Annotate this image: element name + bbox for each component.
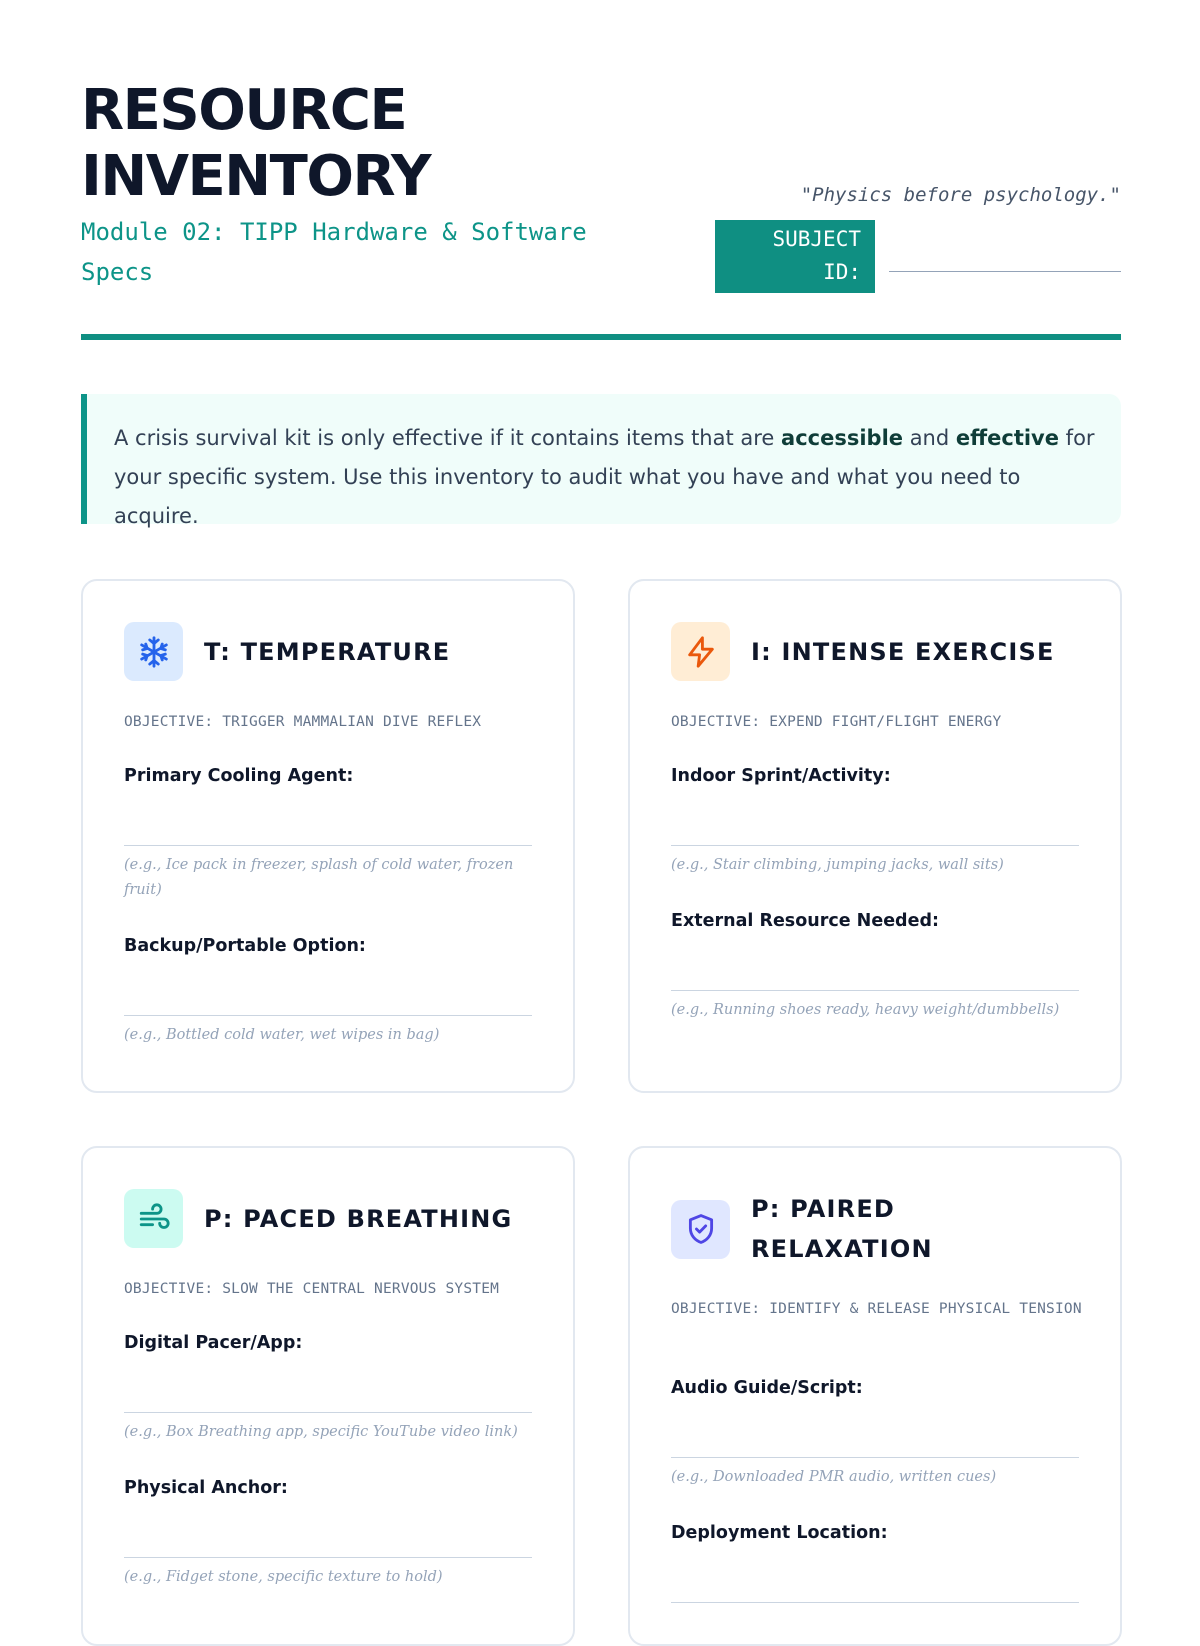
intro-text-end: for your specific system. Use this inventory to audit what you have and what you need to acquire.: [114, 426, 1095, 528]
title-line-1: RESOURCE: [81, 78, 407, 143]
field-label: External Resource Needed:: [671, 911, 939, 931]
intro-bold-effective: effective: [955, 426, 1059, 450]
subject-id-field[interactable]: [889, 271, 1121, 272]
field-hint: (e.g., Box Breathing app, specific YouTube video link): [124, 1424, 518, 1440]
intro-callout: [81, 394, 1121, 528]
field-hint: (e.g., Stair climbing, jumping jacks, wall sits): [671, 857, 1004, 873]
card-title: I: INTENSE EXERCISE: [751, 637, 1055, 666]
field-input-line[interactable]: [671, 990, 1079, 991]
card-title: T: TEMPERATURE: [204, 637, 451, 666]
intro-bold-accessible: accessible: [781, 426, 904, 450]
card-header: [124, 1189, 549, 1248]
card-temperature: [81, 579, 575, 1093]
field-deployment-location[interactable]: [671, 1521, 1079, 1603]
card-paired-relaxation: [628, 1146, 1122, 1646]
card-header: [671, 1189, 1096, 1269]
field-backup-portable-option[interactable]: [124, 934, 532, 1048]
title-line-2: INVENTORY: [81, 144, 431, 209]
field-input-line[interactable]: [124, 1557, 532, 1558]
card-header: [124, 622, 549, 681]
header-quote: "Physics before psychology.": [800, 184, 1121, 206]
field-hint: (e.g., Downloaded PMR audio, written cues): [671, 1469, 997, 1485]
field-indoor-sprint-activity[interactable]: [671, 764, 1079, 878]
field-external-resource-needed[interactable]: [671, 909, 1079, 1023]
field-primary-cooling-agent[interactable]: [124, 764, 532, 903]
snowflake-icon: [124, 622, 183, 681]
subject-id-label: [715, 220, 875, 293]
field-physical-anchor[interactable]: [124, 1476, 532, 1590]
field-label: Audio Guide/Script:: [671, 1378, 863, 1398]
field-label: Physical Anchor:: [124, 1478, 288, 1498]
field-label: Deployment Location:: [671, 1523, 888, 1543]
module-subtitle: Module 02: TIPP Hardware & Software Specs: [81, 218, 587, 286]
card-objective: OBJECTIVE: TRIGGER MAMMALIAN DIVE REFLEX: [124, 714, 482, 730]
card-objective: OBJECTIVE: EXPEND FIGHT/FLIGHT ENERGY: [671, 714, 1002, 730]
card-title: P: PACED BREATHING: [204, 1204, 513, 1233]
field-hint: (e.g., Running shoes ready, heavy weight/dumbbells): [671, 1002, 1060, 1018]
field-label: Backup/Portable Option:: [124, 936, 366, 956]
page-title: [81, 78, 701, 210]
shield-check-icon: [671, 1200, 730, 1259]
field-audio-guide-script[interactable]: [671, 1376, 1079, 1490]
intro-text-start: A crisis survival kit is only effective if it contains items that are: [114, 426, 782, 450]
header-divider: [81, 334, 1121, 340]
field-hint: (e.g., Ice pack in freezer, splash of cold water, frozen fruit): [124, 857, 514, 898]
card-header: [671, 622, 1096, 681]
card-objective: OBJECTIVE: SLOW THE CENTRAL NERVOUS SYSTEM: [124, 1281, 500, 1297]
field-input-line[interactable]: [671, 1457, 1079, 1458]
field-label: Primary Cooling Agent:: [124, 766, 354, 786]
field-label: Digital Pacer/App:: [124, 1333, 303, 1353]
field-input-line[interactable]: [124, 845, 532, 846]
wind-icon: [124, 1189, 183, 1248]
card-intense-exercise: [628, 579, 1122, 1093]
field-hint: (e.g., Bottled cold water, wet wipes in bag): [124, 1027, 440, 1043]
field-hint: (e.g., Fidget stone, specific texture to hold): [124, 1569, 443, 1585]
field-label: Indoor Sprint/Activity:: [671, 766, 891, 786]
intro-text-mid: and: [903, 426, 956, 450]
lightning-icon: [671, 622, 730, 681]
field-input-line[interactable]: [124, 1015, 532, 1016]
card-title: [751, 1189, 933, 1269]
field-input-line[interactable]: [124, 1412, 532, 1413]
field-input-line[interactable]: [671, 1602, 1079, 1603]
subject-label-line-1: SUBJECT: [772, 227, 861, 251]
field-input-line[interactable]: [671, 845, 1079, 846]
card-title-line-1: P: PAIRED: [751, 1195, 896, 1223]
subject-label-line-2: ID:: [823, 260, 861, 284]
field-digital-pacer-app[interactable]: [124, 1331, 532, 1445]
card-paced-breathing: [81, 1146, 575, 1646]
card-title-line-2: RELAXATION: [751, 1235, 933, 1263]
card-objective: OBJECTIVE: IDENTIFY & RELEASE PHYSICAL TENSION: [671, 1301, 1082, 1317]
